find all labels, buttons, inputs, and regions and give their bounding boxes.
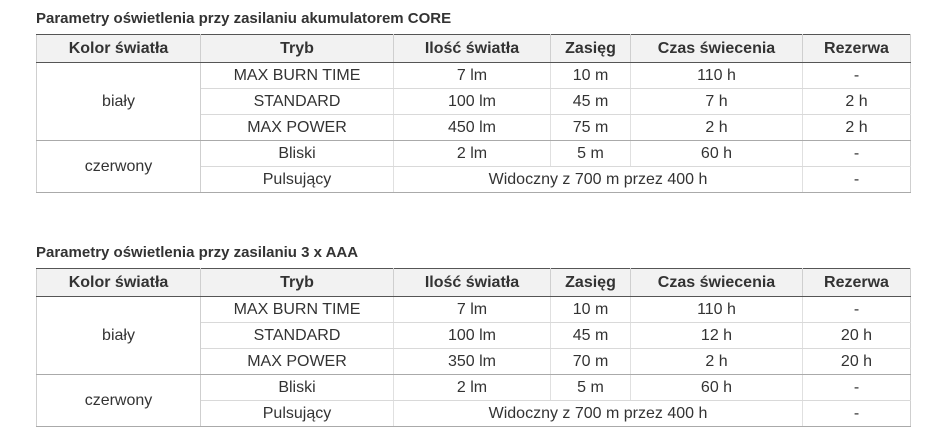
header-reserve: Rezerwa [803, 35, 911, 63]
range-cell: 10 m [551, 297, 631, 323]
lumens-cell: 2 lm [394, 141, 551, 167]
mode-cell: STANDARD [201, 89, 394, 115]
lumens-cell: 7 lm [394, 297, 551, 323]
visibility-cell: Widoczny z 700 m przez 400 h [394, 167, 803, 193]
header-light-output: Ilość światła [394, 35, 551, 63]
lumens-cell: 2 lm [394, 375, 551, 401]
header-row [37, 35, 911, 63]
visibility-cell: Widoczny z 700 m przez 400 h [394, 401, 803, 427]
header-range: Zasięg [551, 35, 631, 63]
header-burn-time: Czas świecenia [631, 269, 803, 297]
header-row [37, 269, 911, 297]
burn-time-cell: 110 h [631, 297, 803, 323]
table-row [37, 297, 911, 323]
range-cell: 5 m [551, 375, 631, 401]
mode-cell: Bliski [201, 375, 394, 401]
header-light-output: Ilość światła [394, 269, 551, 297]
mode-cell: MAX BURN TIME [201, 63, 394, 89]
mode-cell: Pulsujący [201, 401, 394, 427]
lumens-cell: 350 lm [394, 349, 551, 375]
burn-time-cell: 110 h [631, 63, 803, 89]
section-core-battery [36, 8, 910, 193]
header-mode: Tryb [201, 269, 394, 297]
reserve-cell: - [803, 167, 911, 193]
burn-time-cell: 60 h [631, 141, 803, 167]
burn-time-cell: 12 h [631, 323, 803, 349]
mode-cell: STANDARD [201, 323, 394, 349]
mode-cell: MAX POWER [201, 115, 394, 141]
section-title: Parametry oświetlenia przy zasilaniu akumulatorem CORE [36, 10, 452, 27]
mode-cell: MAX POWER [201, 349, 394, 375]
reserve-cell: - [803, 401, 911, 427]
light-color-cell: biały [37, 63, 201, 141]
reserve-cell: 2 h [803, 115, 911, 141]
reserve-cell: - [803, 63, 911, 89]
light-color-cell: czerwony [37, 375, 201, 427]
reserve-cell: - [803, 297, 911, 323]
mode-cell: Pulsujący [201, 167, 394, 193]
range-cell: 10 m [551, 63, 631, 89]
header-light-color: Kolor światła [37, 269, 201, 297]
reserve-cell: 20 h [803, 323, 911, 349]
range-cell: 45 m [551, 89, 631, 115]
lumens-cell: 450 lm [394, 115, 551, 141]
lumens-cell: 100 lm [394, 323, 551, 349]
reserve-cell: - [803, 375, 911, 401]
range-cell: 5 m [551, 141, 631, 167]
burn-time-cell: 60 h [631, 375, 803, 401]
reserve-cell: 20 h [803, 349, 911, 375]
range-cell: 70 m [551, 349, 631, 375]
section-3xaaa [36, 242, 910, 427]
range-cell: 75 m [551, 115, 631, 141]
lighting-params-table [36, 268, 911, 427]
burn-time-cell: 2 h [631, 349, 803, 375]
table-row [37, 63, 911, 89]
lumens-cell: 7 lm [394, 63, 551, 89]
light-color-cell: czerwony [37, 141, 201, 193]
reserve-cell: 2 h [803, 89, 911, 115]
table-row [37, 141, 911, 167]
mode-cell: MAX BURN TIME [201, 297, 394, 323]
lumens-cell: 100 lm [394, 89, 551, 115]
table-row [37, 375, 911, 401]
burn-time-cell: 7 h [631, 89, 803, 115]
header-burn-time: Czas świecenia [631, 35, 803, 63]
mode-cell: Bliski [201, 141, 394, 167]
header-light-color: Kolor światła [37, 35, 201, 63]
range-cell: 45 m [551, 323, 631, 349]
burn-time-cell: 2 h [631, 115, 803, 141]
header-reserve: Rezerwa [803, 269, 911, 297]
header-mode: Tryb [201, 35, 394, 63]
lighting-params-table [36, 34, 911, 193]
reserve-cell: - [803, 141, 911, 167]
section-title: Parametry oświetlenia przy zasilaniu 3 x AAA [36, 244, 359, 261]
header-range: Zasięg [551, 269, 631, 297]
light-color-cell: biały [37, 297, 201, 375]
